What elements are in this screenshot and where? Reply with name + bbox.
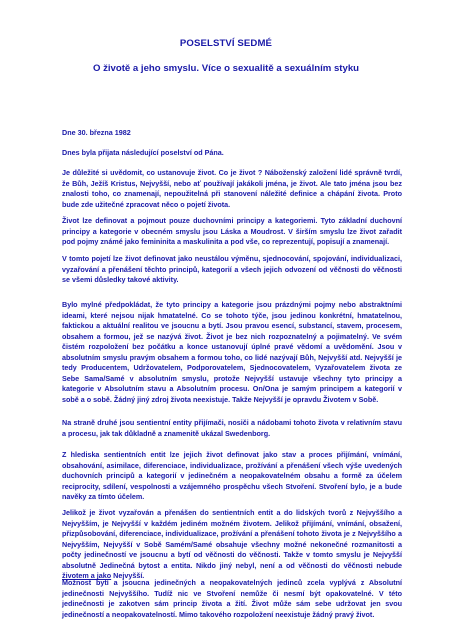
paragraph-7-end: Nejvyšší. bbox=[113, 571, 145, 580]
paragraph-8: Možnost bytí a jsoucna jedinečných a neopakovatelných jedinců zcela vyplývá z Absolutní jedinečnosti Nejvyššího. Tudíž nic ve Stvoření nemůže či nesmí být opakovatelné. V této jedinečnosti je zakotven sám princip života a žití. Život může sám sebe udržovat jen svou jedinečností a neopakovatelností. Mimo takového rozpoložení neexistuje žádný pravý život. bbox=[62, 578, 402, 619]
paragraph-2: Život lze definovat a pojmout pouze duchovními principy a kategoriemi. Tyto základní duchovní principy a kategorie v obecném smyslu jsou Láska a Moudrost. V širším smyslu lze život zařadit pod pojmy známé jako femininita a maskulinita a pod vše, co reprezentují, popisují a znamenají. bbox=[62, 216, 402, 246]
document-title: POSELSTVÍ SEDMÉ bbox=[179, 38, 273, 49]
underlined-phrase: životem a jako bbox=[62, 571, 112, 580]
paragraph-3: V tomto pojetí lze život definovat jako neustálou výměnu, sjednocování, spojování, individualizaci, vyzařování a přenášení těchto principů, kategorií a všech jejich odvození od věčnosti do věčnosti se všemi důsledky takové aktivity. bbox=[62, 254, 402, 284]
paragraph-1: Je důležité si uvědomit, co ustanovuje život. Co je život ? Náboženský založení lidé správně tvrdí, že Bůh, Ježíš Kristus, Nejvyšší, nebo ať používají jakákoli jména, je život. Ale tato jména jsou bez znalosti toho, co znamenají, nepoužitelná při stanovení náležité definice a chápání života. Proto bude zde užitečné zpracovat něco o pojetí života. bbox=[62, 168, 402, 209]
paragraph-5: Na straně druhé jsou sentientní entity přijímači, nosiči a nádobami tohoto života v relativním stavu a procesu, jak tak důkladně a znamenitě ukázal Swedenborg. bbox=[62, 418, 402, 438]
paragraph-4: Bylo mylné předpokládat, že tyto principy a kategorie jsou prázdnými pojmy nebo abstraktními ideami, které nejsou nijak hmatatelné. Co se tohoto týče, jsou jedinou konkrétní, hmatatelnou, faktickou a aktuální realitou ve jsoucnu a bytí. Jsou pravou esencí, substancí, stavem, procesem, obsahem a formou, jež se nazývá život. Život je bez nich rozpoznatelný a pojimatelný. Ve svém čistém rozpoložení bez počátku a konce ustanovují úplné pravé vědomí a uvědomění. Jsou v absolutním smyslu pravým obsahem a formou toho, co lidé nazývají Bůh, Nejvyšší atd. Nejvyšší je tedy Producentem, Udržovatelem, Podporovatelem, Sjednocovatelem, Vyzařovatelem života ze Sebe Sama/Samé v absolutním smyslu, protože Nejvyšší ustavuje všechny tyto principy a kategorie v Absolutním stavu a Absolutním procesu. On/Ona je samým principem a kategorií v sobě a o sobě. Žádný jiný zdroj života neexistuje. Takže Nejvyšší je opravdu Životem v Sobě. bbox=[62, 300, 402, 404]
paragraph-7-text: Jelikož je život vyzařován a přenášen do sentientních entit a do lidských tvorů z Nejvyššího a Nejvyšším, je Nejvyšší v každém jediném možném životem. Jelikož přijímání, vnímání, obsažení, přizpůsobování, diferenciace, individualizace, prožívání a přenášení tohoto života je z Nejvyššího a Nejvyšším, Nejvyšší v Sobě Samém/Samé obsahuje všechny možné nekonečné rozmanitosti a počty jedinečností ve jsoucnu a bytí od věčnosti do věčnosti. Takže v tomto smyslu je Nejvyšší absolutně Jedinečná bytost a entita. Nikdo jiný nebyl, není a od věčnosti do věčnosti nebude bbox=[62, 508, 402, 570]
paragraph-7 bbox=[62, 508, 402, 582]
document-date: Dne 30. března 1982 bbox=[62, 128, 131, 137]
document-subtitle: O životě a jeho smyslu. Více o sexualitě a sexuálním styku bbox=[92, 63, 360, 74]
paragraph-6: Z hlediska sentientních entit lze jejich život definovat jako stav a proces přijímání, vnímání, obsahování, asimilace, diferenciace, individualizace, prožívání a přenášení všech výše uvedených duchovních principů a kategorií v jedinečném a neopakovatelném obsahu a formě za účelem reciprocity, sdílení, vespolnosti a vzájemného prospěchu všech Stvoření. Stvoření bylo, je a bude navěky za tímto účelem. bbox=[62, 450, 402, 501]
document-intro: Dnes byla přijata následující poselství od Pána. bbox=[62, 148, 224, 157]
